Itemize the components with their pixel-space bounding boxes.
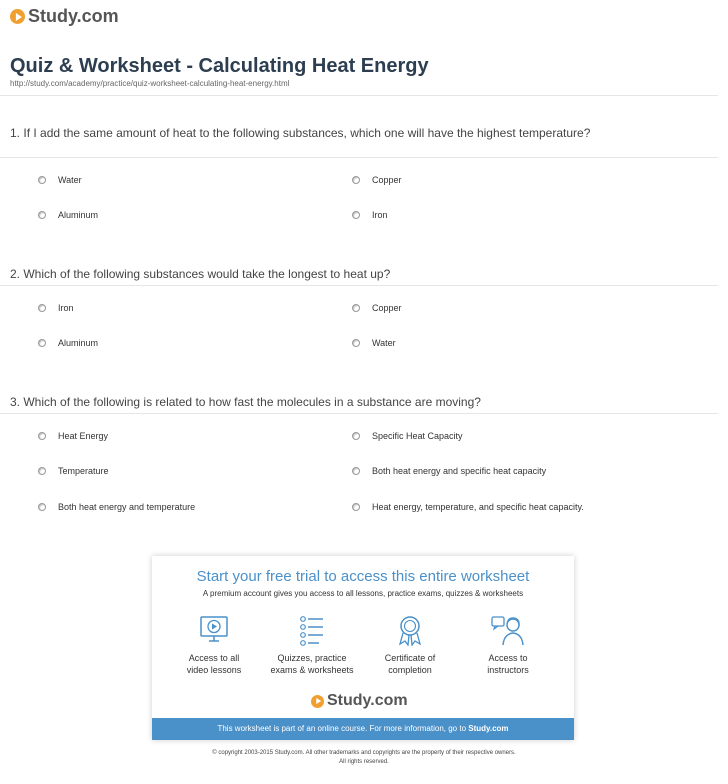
promo-subtitle: A premium account gives you access to all lessons, practice exams, quizzes & worksheets: [202, 589, 524, 598]
radio-button[interactable]: [352, 304, 360, 312]
q1-option-4[interactable]: Iron: [352, 210, 388, 220]
q3-option-4[interactable]: Both heat energy and specific heat capacity: [352, 466, 546, 476]
radio-button[interactable]: [38, 467, 46, 475]
radio-button[interactable]: [352, 503, 360, 511]
free-trial-promo: [152, 556, 574, 740]
q3-option-1[interactable]: Heat Energy: [38, 431, 108, 441]
q2-option-1[interactable]: Iron: [38, 303, 74, 313]
radio-button[interactable]: [38, 304, 46, 312]
divider: [0, 157, 718, 158]
instructor-icon: [491, 614, 525, 646]
radio-button[interactable]: [38, 176, 46, 184]
radio-button[interactable]: [38, 432, 46, 440]
play-circle-icon: [311, 695, 324, 708]
radio-button[interactable]: [352, 211, 360, 219]
q3-option-3[interactable]: Temperature: [38, 466, 109, 476]
divider: [0, 95, 718, 96]
radio-button[interactable]: [352, 176, 360, 184]
radio-button[interactable]: [38, 503, 46, 511]
q3-option-6[interactable]: Heat energy, temperature, and specific heat capacity.: [352, 502, 584, 512]
divider: [0, 285, 718, 286]
course-info-bar: This worksheet is part of an online course. For more information, go to Study.com: [152, 718, 574, 740]
q3-option-2[interactable]: Specific Heat Capacity: [352, 431, 463, 441]
radio-button[interactable]: [38, 211, 46, 219]
q1-option-2[interactable]: Copper: [352, 175, 402, 185]
divider: [0, 413, 718, 414]
page-url[interactable]: http://study.com/academy/practice/quiz-worksheet-calculating-heat-energy.html: [10, 79, 290, 88]
promo-title[interactable]: Start your free trial to access this entire worksheet: [196, 568, 530, 585]
logo-text: Study.com: [327, 692, 408, 709]
certificate-icon: [395, 614, 425, 646]
q2-option-4[interactable]: Water: [352, 338, 396, 348]
study-logo-promo[interactable]: [311, 692, 408, 710]
video-lesson-icon: [199, 614, 229, 646]
q2-option-2[interactable]: Copper: [352, 303, 402, 313]
page-title: Quiz & Worksheet - Calculating Heat Energy: [10, 55, 429, 77]
question-2: 2. Which of the following substances would take the longest to heat up?: [10, 267, 391, 281]
q1-option-1[interactable]: Water: [38, 175, 82, 185]
radio-button[interactable]: [352, 432, 360, 440]
question-1: 1. If I add the same amount of heat to the following substances, which one will have the highest temperature?: [10, 126, 591, 140]
quiz-list-icon: [297, 614, 327, 646]
feature-instructors: Access to instructors: [463, 614, 553, 676]
play-circle-icon: [10, 9, 25, 24]
feature-quizzes: Quizzes, practice exams & worksheets: [267, 614, 357, 676]
copyright-notice: © copyright 2003-2015 Study.com. All other trademarks and copyrights are the property of their respective owners. All rights reserved.: [212, 750, 516, 765]
feature-certificate: Certificate of completion: [365, 614, 455, 676]
study-logo[interactable]: [10, 6, 119, 27]
study-link[interactable]: Study.com: [468, 724, 509, 733]
feature-video-lessons: Access to all video lessons: [169, 614, 259, 676]
radio-button[interactable]: [352, 339, 360, 347]
q2-option-3[interactable]: Aluminum: [38, 338, 98, 348]
question-3: 3. Which of the following is related to how fast the molecules in a substance are moving?: [10, 395, 481, 409]
logo-text: Study.com: [28, 6, 119, 26]
q3-option-5[interactable]: Both heat energy and temperature: [38, 502, 195, 512]
q1-option-3[interactable]: Aluminum: [38, 210, 98, 220]
radio-button[interactable]: [38, 339, 46, 347]
radio-button[interactable]: [352, 467, 360, 475]
